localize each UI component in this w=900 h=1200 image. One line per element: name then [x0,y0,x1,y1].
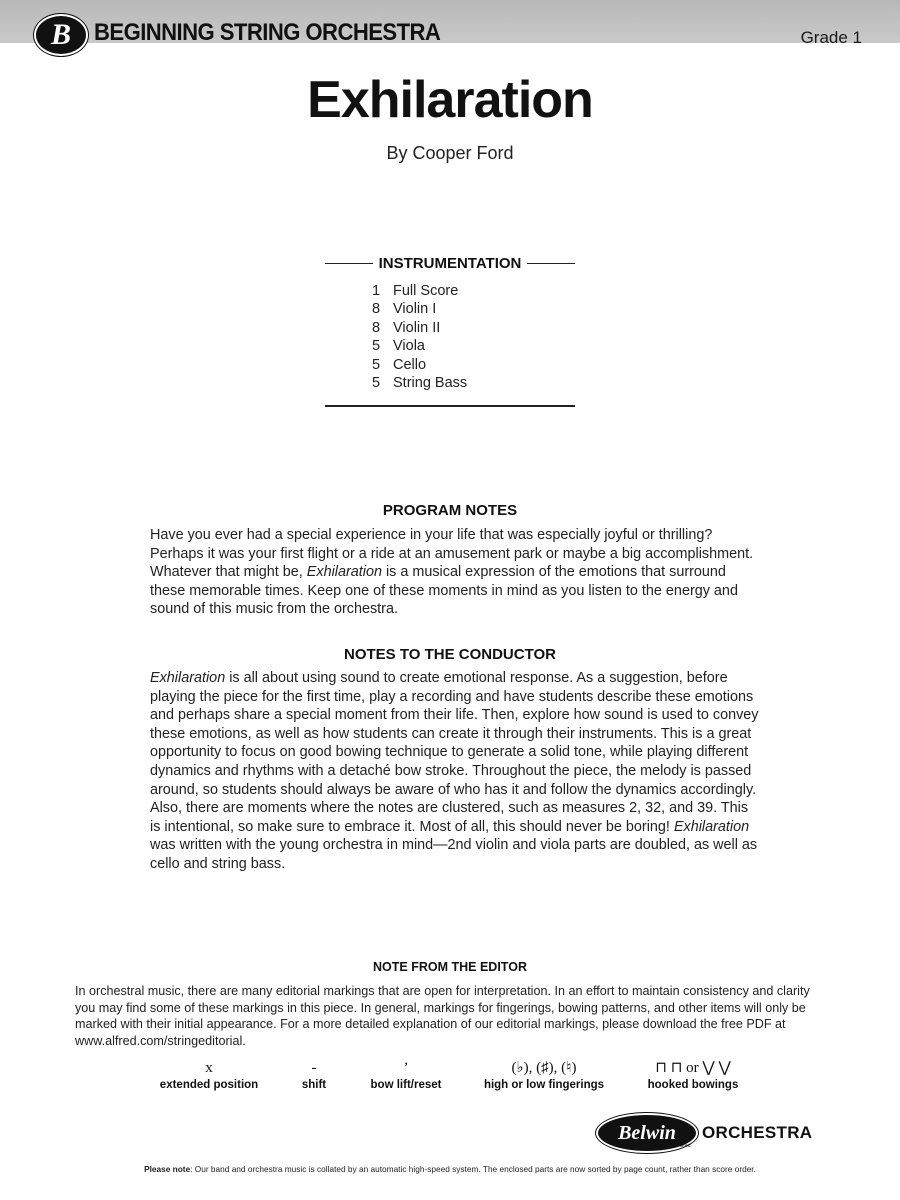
marking-label: hooked bowings [647,1079,739,1091]
marking-label: shift [301,1079,327,1091]
marking-label: extended position [159,1079,259,1091]
series-logo [34,14,88,56]
program-notes-title-italic: Exhilaration [306,564,382,581]
series-title: BEGINNING STRING ORCHESTRA [94,19,441,46]
editor-note-heading: NOTE FROM THE EDITOR [373,960,527,974]
marking-fingerings [478,1058,610,1091]
marking-extended-position [153,1058,265,1091]
marking-symbol: ⊓ ⊓ or ⋁ ⋁ [655,1060,731,1076]
piece-title: Exhilaration [307,71,593,129]
conductor-notes-part-1: is all about using sound to create emotional response. As a suggestion, before playing the piece for the first time, play a recording and have students describe these emotions and perhaps share a special moment from their life. Then, explore how sound is used to convey these emotions, as well as how students can create it through their instruments. This is a great opportunity to focus on good bowing technique to generate a solid tone, while playing different dynamics and rhythms with a detaché bow stroke. Throughout the piece, the melody is passed around, so students should always be aware of who has it and follow the dynamics accordingly. Also, there are moments where the notes are clustered, such as measures 2, 32, and 39. This is intentional, so make sure to embrace it. Most of all, this should never be boring! [150,670,759,835]
publisher-logo [596,1113,812,1153]
instrumentation-item [372,356,467,374]
marking-shift [289,1058,339,1091]
marking-symbol: (♭), (♯), (♮) [511,1060,577,1076]
belwin-logo-word: Belwin [618,1121,676,1144]
marking-symbol: - [311,1060,317,1076]
conductor-notes-part-2: was written with the young orchestra in mind—2nd violin and viola parts are doubled, as well as cello and string bass. [150,837,758,872]
program-notes-part-1: Have you ever had a special experience in your life that was especially joyful or thrilling? Perhaps it was your first flight or a ride at an amusement park or maybe a big accomplishment. Whatever that might be, [150,527,754,581]
footer-note-text: : Our band and orchestra music is collated by an automatic high-speed system. The enclosed parts are now sorted by page count, rather than score order. [190,1164,756,1174]
instrument-qty: 5 [372,375,381,392]
instrument-qty: 8 [372,301,381,318]
instrumentation-item [372,374,467,392]
publisher-name: ORCHESTRA [702,1123,813,1142]
instrumentation-heading [325,255,575,272]
program-notes-text [150,526,760,619]
conductor-notes-title-italic: Exhilaration [150,670,226,686]
instrument-name: Full Score [393,283,459,299]
publisher-subline: a division of Alfred [650,1143,691,1149]
instrument-name: Violin I [393,301,437,318]
instrument-name: String Bass [393,375,468,392]
instrument-name: Violin II [393,319,441,336]
instrumentation-item [372,337,467,355]
instrumentation-item [372,300,467,318]
instrumentation-list [372,282,467,392]
marking-symbol: x [205,1060,213,1076]
marking-label: bow lift/reset [370,1079,442,1091]
marking-symbol: ’ [403,1060,409,1076]
marking-hooked-bowings [640,1058,746,1091]
program-notes-part-2: is a musical expression of the emotions that surround these memorable times. Keep one of these moments in mind as you listen to the energy and sound of this music from the orchestra. [150,564,738,618]
instrumentation-bottom-rule [325,405,575,407]
instrument-qty: 5 [372,338,381,355]
heading-rule-left [325,263,373,265]
instrument-qty: 8 [372,319,381,336]
instrument-qty: 1 [372,283,381,299]
footer-note-label: Please note [144,1164,191,1174]
conductor-notes-title-italic-2: Exhilaration [673,818,750,835]
footer-note [0,1164,900,1174]
series-logo-letter: B [50,18,71,51]
marking-bow-lift [361,1058,451,1091]
marking-label: high or low fingerings [483,1079,605,1091]
instrument-qty: 5 [372,356,381,373]
conductor-notes-text [150,669,760,874]
instrument-name: Cello [393,356,427,373]
heading-rule-right [527,263,575,265]
instrumentation-item [372,319,467,337]
grade-label: Grade 1 [800,28,862,47]
program-notes-heading: PROGRAM NOTES [382,502,518,519]
instrument-name: Viola [393,338,425,355]
instrumentation-title: INSTRUMENTATION [378,255,522,272]
composer-credit: By Cooper Ford [386,143,514,163]
conductor-notes-heading: NOTES TO THE CONDUCTOR [344,646,556,663]
instrumentation-item [372,282,467,300]
editor-note-text: In orchestral music, there are many editorial markings that are open for interpretation. In an effort to maintain consistency and clarity you may find some of these markings in this piece. In general, markings for fingerings, bowing patterns, and other items will only be marked with their initial appearance. For a more detailed explanation of our editorial markings, please download the free PDF at www.alfred.com/stringeditorial. [75,984,810,1048]
